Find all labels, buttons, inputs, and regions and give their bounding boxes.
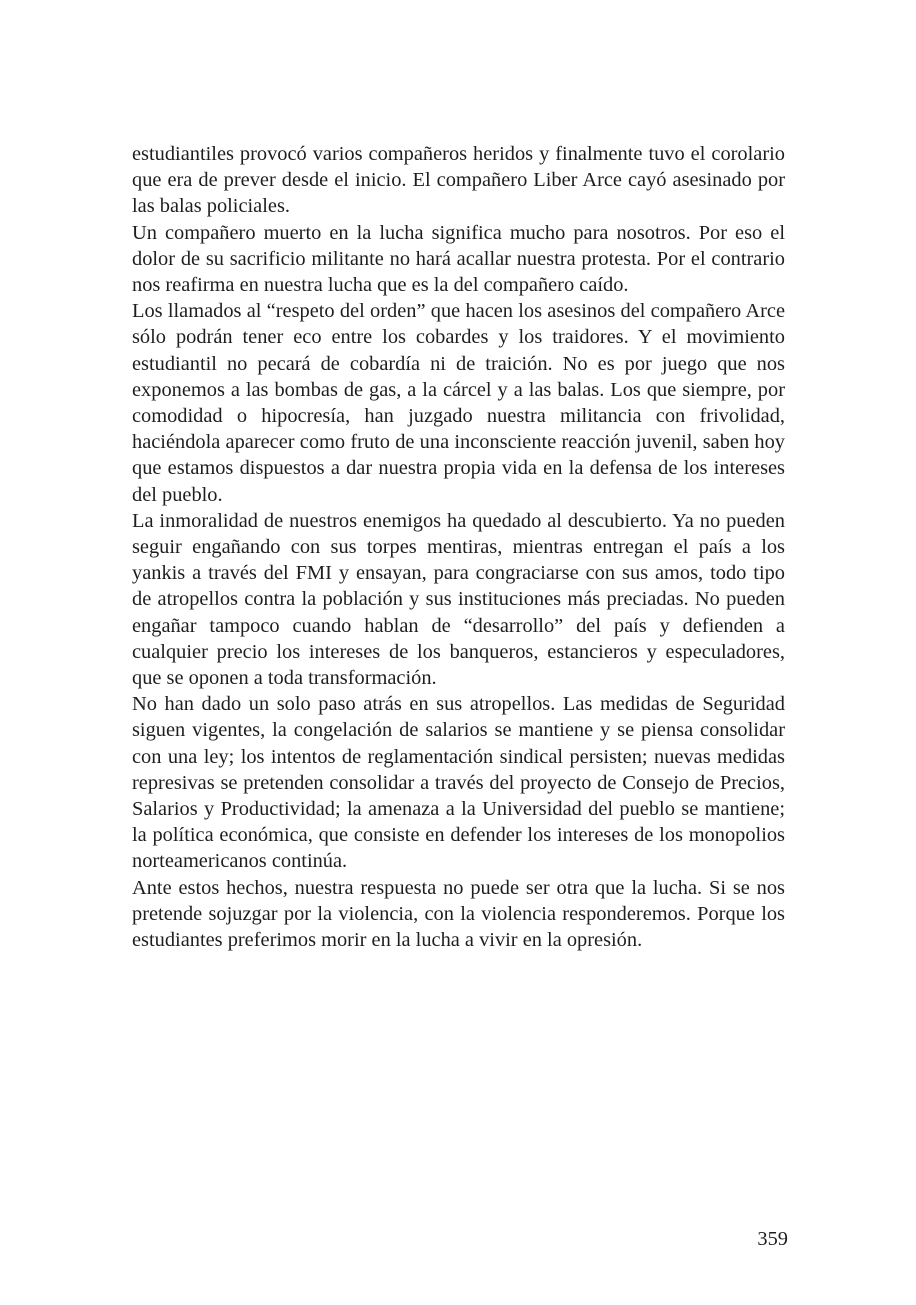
paragraph-2: Un compañero muerto en la lucha significa mucho para nosotros. Por eso el dolor de su sacrificio militante no hará acallar nuestra protesta. Por el contrario nos reafirma en nuestra lucha que es la del compañero caído. (132, 221, 785, 297)
paragraph-4: La inmoralidad de nuestros enemigos ha quedado al descubierto. Ya no pueden seguir engañando con sus torpes mentiras, mientras entregan el país a los yankis a través del FMI y ensayan, para congraciarse con sus amos, todo tipo de atropellos contra la población y sus instituciones más preciadas. No pueden engañar tampoco cuando hablan de “desarrollo” del país y defienden a cualquier precio los intereses de los banqueros, estancieros y especuladores, que se oponen a toda transformación. (132, 509, 785, 690)
body-text (132, 141, 785, 953)
paragraph-3: Los llamados al “respeto del orden” que hacen los asesinos del compañero Arce sólo podrán tener eco entre los cobardes y los traidores. Y el movimiento estudiantil no pecará de cobardía ni de traición. No es por juego que nos exponemos a las bombas de gas, a la cárcel y a las balas. Los que siempre, por comodidad o hipocresía, han juzgado nuestra militancia con frivolidad, haciéndola aparecer como fruto de una inconsciente reacción juvenil, saben hoy que estamos dispuestos a dar nuestra propia vida en la defensa de los intereses del pueblo. (132, 300, 785, 506)
page-number: 359 (757, 1228, 788, 1250)
paragraph-5: No han dado un solo paso atrás en sus atropellos. Las medidas de Seguridad siguen vigentes, la congelación de salarios se mantiene y se piensa consolidar con una ley; los intentos de reglamentación sindical persisten; nuevas medidas represivas se pretenden consolidar a través del proyecto de Consejo de Precios, Salarios y Productividad; la amenaza a la Universidad del pueblo se mantiene; la política económica, que consiste en defender los intereses de los monopolios norteamericanos continúa. (132, 693, 785, 873)
paragraph-6: Ante estos hechos, nuestra respuesta no puede ser otra que la lucha. Si se nos pretende sojuzgar por la violencia, con la violencia responderemos. Porque los estudiantes preferimos morir en la lucha a vivir en la opresión. (132, 876, 785, 952)
paragraph-1: estudiantiles provocó varios compañeros heridos y finalmente tuvo el corolario que era de prever desde el inicio. El compañero Liber Arce cayó asesinado por las balas policiales. (132, 143, 785, 218)
